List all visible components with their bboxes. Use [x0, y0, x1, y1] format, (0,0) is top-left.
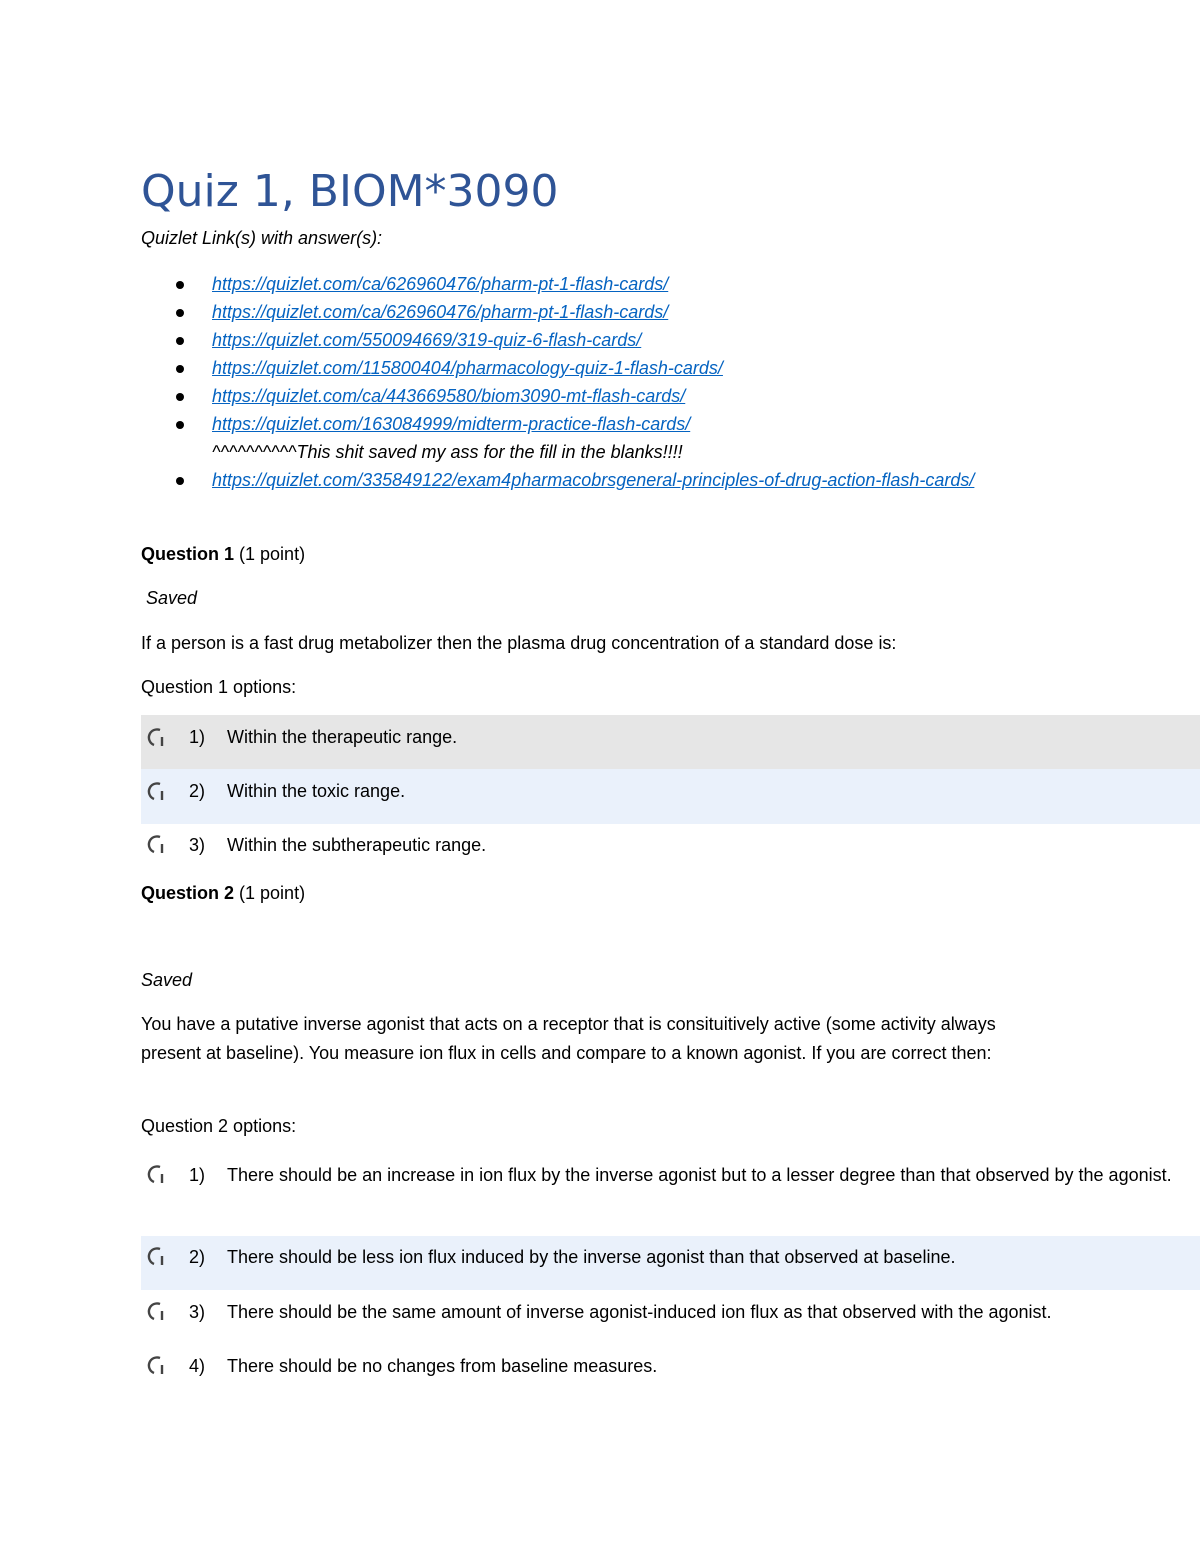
list-item	[141, 354, 1041, 382]
quizlet-link[interactable]: https://quizlet.com/163084999/midterm-practice-flash-cards/	[212, 414, 691, 434]
quizlet-link-list	[141, 270, 1041, 494]
quizlet-link[interactable]: https://quizlet.com/115800404/pharmacology-quiz-1-flash-cards/	[212, 358, 723, 378]
link-note: ^^^^^^^^^^This shit saved my ass for the fill in the blanks!!!!	[212, 442, 683, 462]
question-title: Question 1	[141, 544, 235, 564]
option-row[interactable]	[141, 1290, 1200, 1344]
option-text: There should be the same amount of inverse agonist-induced ion flux as that observed with the agonist.	[227, 1302, 1052, 1322]
question-1-heading	[141, 542, 305, 566]
option-row[interactable]	[141, 715, 1200, 769]
question-points: (1 point)	[239, 883, 306, 903]
option-row[interactable]	[141, 1154, 1200, 1236]
radio-button-icon[interactable]	[145, 1245, 167, 1267]
bullet-icon	[176, 281, 184, 289]
bullet-icon	[176, 421, 184, 429]
quizlet-link[interactable]: https://quizlet.com/ca/626960476/pharm-pt-1-flash-cards/	[212, 274, 669, 294]
option-number: 2)	[189, 781, 206, 801]
question-points: (1 point)	[239, 544, 306, 564]
question-text: If a person is a fast drug metabolizer then the plasma drug concentration of a standard dose is:	[141, 633, 897, 653]
quizlet-link[interactable]: https://quizlet.com/550094669/319-quiz-6-flash-cards/	[212, 330, 642, 350]
list-item	[141, 326, 1041, 354]
radio-button-icon[interactable]	[145, 780, 167, 802]
option-number: 1)	[189, 727, 206, 747]
question-2-heading	[141, 881, 305, 905]
quizlet-links-label: Quizlet Link(s) with answer(s):	[141, 228, 383, 248]
options-label: Question 1 options:	[141, 677, 297, 697]
option-text: There should be less ion flux induced by the inverse agonist than that observed at baseline.	[227, 1247, 956, 1267]
list-item	[141, 270, 1041, 298]
option-text: There should be no changes from baseline measures.	[227, 1356, 658, 1376]
radio-button-icon[interactable]	[145, 1354, 167, 1376]
question-title: Question 2	[141, 883, 235, 903]
saved-status: Saved	[141, 970, 193, 990]
option-row[interactable]	[141, 769, 1200, 824]
option-text: Within the therapeutic range.	[227, 727, 458, 747]
radio-button-icon[interactable]	[145, 1163, 167, 1185]
option-number: 3)	[189, 835, 206, 855]
list-item	[141, 410, 1041, 466]
option-number: 3)	[189, 1302, 206, 1322]
option-number: 1)	[189, 1165, 206, 1185]
radio-button-icon[interactable]	[145, 833, 167, 855]
option-row[interactable]	[141, 1344, 1200, 1390]
option-row[interactable]	[141, 824, 1200, 870]
option-text: There should be an increase in ion flux by the inverse agonist but to a lesser degree than that observed by the agonist.	[227, 1165, 1172, 1185]
option-number: 2)	[189, 1247, 206, 1267]
options-label: Question 2 options:	[141, 1116, 297, 1136]
bullet-icon	[176, 337, 184, 345]
option-text: Within the subtherapeutic range.	[227, 835, 487, 855]
list-item	[141, 466, 1041, 494]
bullet-icon	[176, 393, 184, 401]
radio-button-icon[interactable]	[145, 726, 167, 748]
radio-button-icon[interactable]	[145, 1300, 167, 1322]
quizlet-link[interactable]: https://quizlet.com/ca/626960476/pharm-pt-1-flash-cards/	[212, 302, 669, 322]
option-number: 4)	[189, 1356, 206, 1376]
list-item	[141, 382, 1041, 410]
list-item	[141, 298, 1041, 326]
quizlet-link[interactable]: https://quizlet.com/335849122/exam4pharmacobrsgeneral-principles-of-drug-action-flash-cards/	[212, 470, 975, 490]
option-text: Within the toxic range.	[227, 781, 406, 801]
question-text: You have a putative inverse agonist that acts on a receptor that is consituitively active (some activity always present at baseline). You measure ion flux in cells and compare to a known agonist. If you are correct then:	[141, 1014, 996, 1063]
option-row[interactable]	[141, 1236, 1200, 1290]
saved-status: Saved	[146, 588, 198, 608]
bullet-icon	[176, 309, 184, 317]
quizlet-link[interactable]: https://quizlet.com/ca/443669580/biom3090-mt-flash-cards/	[212, 386, 686, 406]
page-title: Quiz 1, BIOM*3090	[141, 166, 559, 217]
bullet-icon	[176, 365, 184, 373]
bullet-icon	[176, 477, 184, 485]
